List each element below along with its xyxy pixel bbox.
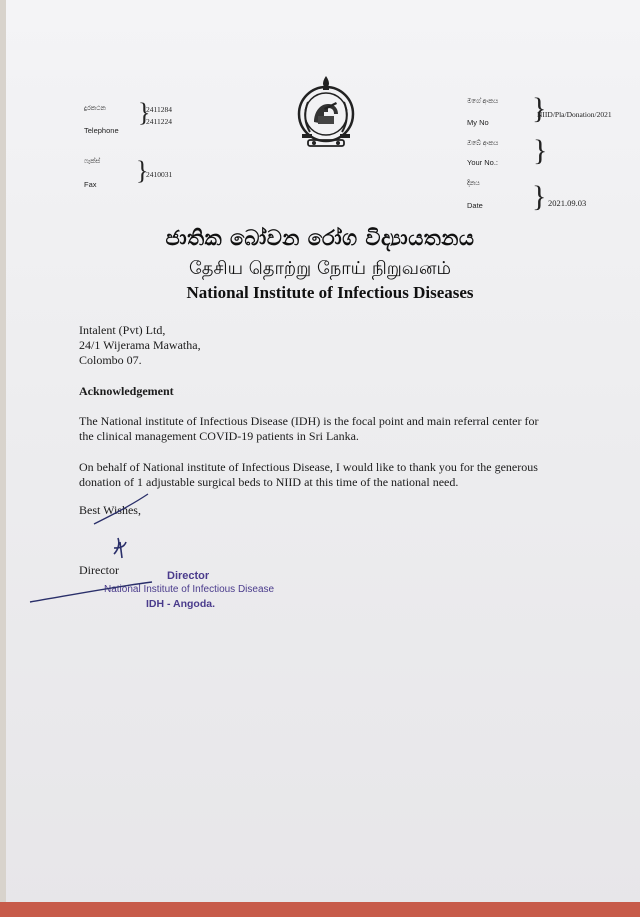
- my-no-label: My No: [467, 118, 489, 127]
- page-bottom-edge: [0, 902, 640, 917]
- fax-number: 2410031: [146, 170, 173, 179]
- date-label-sinhala: දිනය: [467, 180, 480, 187]
- telephone-label-sinhala: දුරකථන: [84, 105, 106, 112]
- your-no-label: Your No.:: [467, 158, 498, 167]
- handwritten-signature: [80, 490, 170, 560]
- stamp-director: Director: [167, 570, 210, 582]
- date-label: Date: [467, 201, 483, 210]
- fax-label-sinhala: ෆැක්ස්: [84, 158, 101, 165]
- institution-name-sinhala: ජාතික බෝවන රෝග විද්‍යායතනය: [165, 226, 475, 250]
- stamp-institution: National Institute of Infectious Disease: [104, 584, 275, 595]
- paragraph-2-line-1: On behalf of National institute of Infectious Disease, I would like to thank you for the generous: [79, 460, 538, 474]
- my-no-value: NIID/Pla/Donation/2021: [537, 110, 612, 119]
- fax-label: Fax: [84, 180, 97, 189]
- telephone-brace: }: [138, 98, 151, 127]
- sri-lanka-emblem-icon: [294, 72, 358, 156]
- subject-heading: Acknowledgement: [79, 384, 174, 398]
- your-no-label-sinhala: ඔබේ අංකය: [467, 140, 499, 147]
- recipient-line-3: Colombo 07.: [79, 353, 142, 367]
- my-no-label-sinhala: මගේ අංකය: [467, 98, 499, 105]
- stamp-location: IDH - Angoda.: [146, 598, 216, 610]
- fax-brace: }: [136, 156, 149, 185]
- recipient-line-1: Intalent (Pvt) Ltd,: [79, 323, 166, 337]
- my-no-brace: }: [532, 92, 547, 125]
- paragraph-2-line-2: donation of 1 adjustable surgical beds to NIID at this time of the national need.: [79, 475, 459, 489]
- telephone-label: Telephone: [84, 126, 119, 135]
- telephone-number-1: 2411284: [146, 105, 172, 114]
- institution-name-english: National Institute of Infectious Diseases: [186, 283, 474, 302]
- paragraph-1-line-2: the clinical management COVID-19 patients in Sri Lanka.: [79, 429, 359, 443]
- page-left-edge: [0, 0, 6, 917]
- signatory-title: Director: [79, 563, 119, 577]
- recipient-line-2: 24/1 Wijerama Mawatha,: [79, 338, 201, 352]
- your-no-brace: }: [533, 134, 548, 167]
- closing: Best Wishes,: [79, 503, 141, 517]
- telephone-number-2: 2411224: [146, 117, 172, 126]
- date-value: 2021.09.03: [548, 198, 587, 208]
- date-brace: }: [532, 180, 547, 213]
- institution-name-tamil: தேசிய தொற்று நோய் நிறுவனம்: [189, 258, 451, 279]
- signature-underline-stroke: [26, 580, 156, 606]
- paragraph-1-line-1: The National institute of Infectious Disease (IDH) is the focal point and main referral center for: [79, 414, 539, 428]
